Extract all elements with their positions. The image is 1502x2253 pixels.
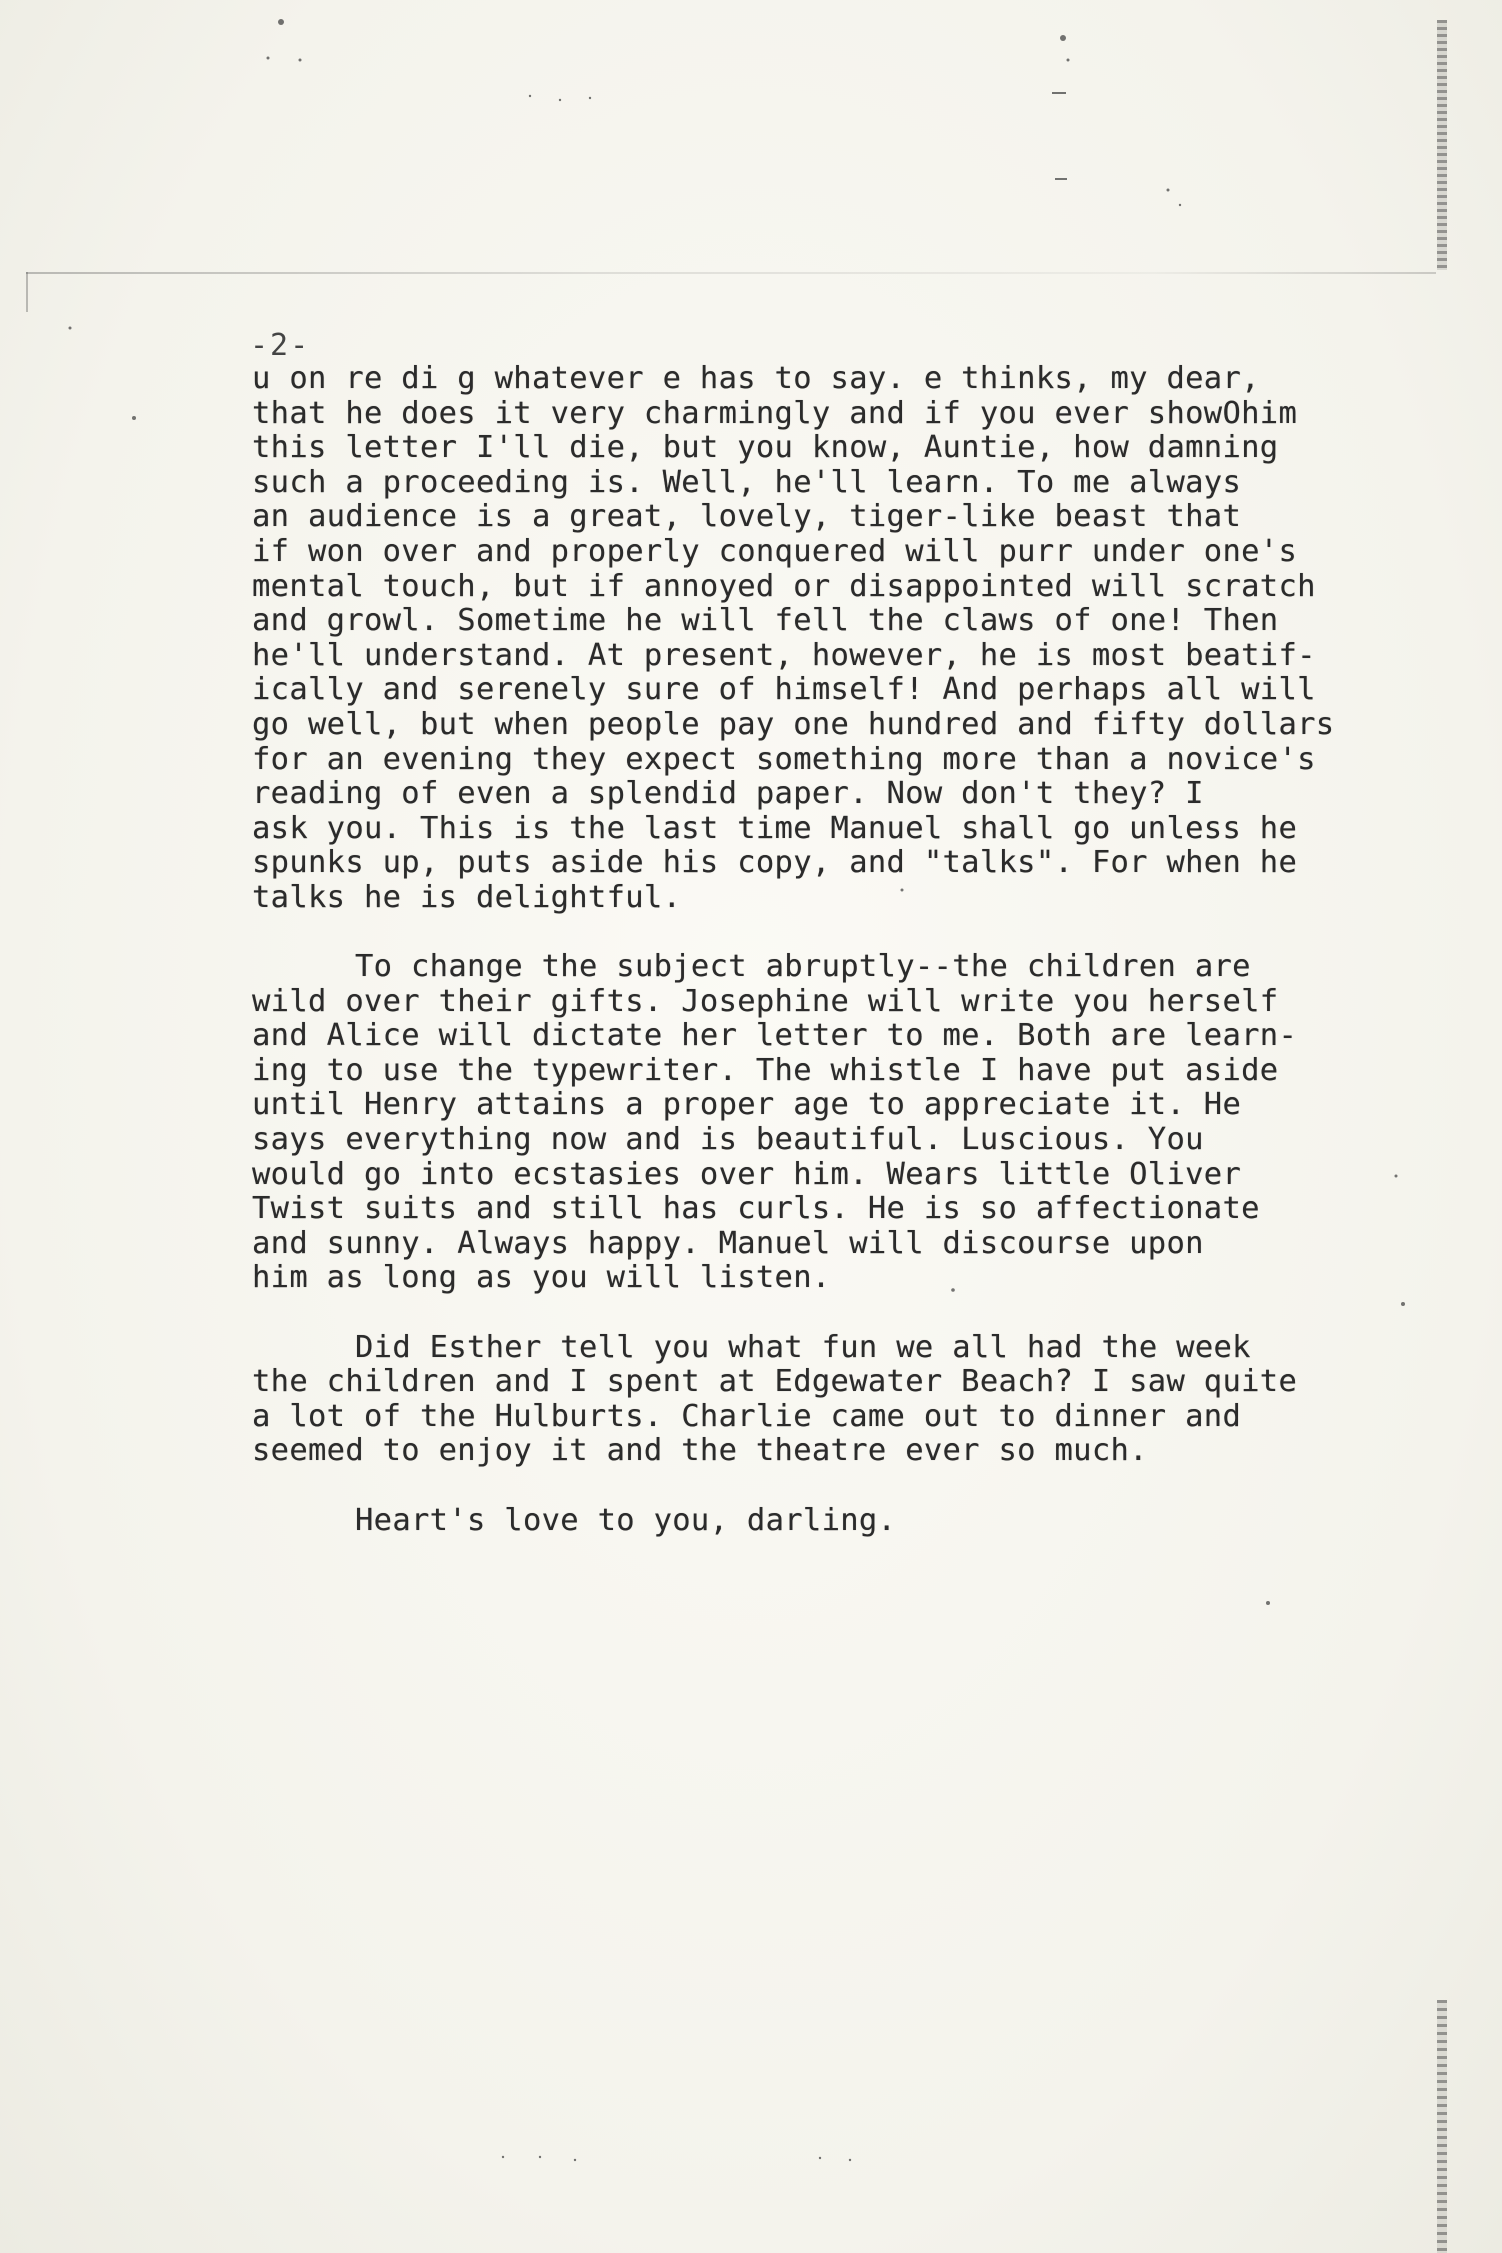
paragraph-1-line-10: ically and serenely sure of himself! And perhaps all will bbox=[252, 672, 1316, 708]
paragraph-2-line-10: him as long as you will listen. bbox=[252, 1260, 831, 1296]
paragraph-1-line-7: mental touch, but if annoyed or disappointed will scratch bbox=[252, 568, 1316, 604]
paragraph-2-line-5: until Henry attains a proper age to appreciate it. He bbox=[252, 1087, 1242, 1123]
paragraph-1-line-12: for an evening they expect something more than a novice's bbox=[252, 741, 1316, 777]
paragraph-3-line-1: Did Esther tell you what fun we all had the week bbox=[355, 1329, 1251, 1365]
paragraph-1-line-11: go well, but when people pay one hundred and fifty dollars bbox=[252, 706, 1335, 742]
paragraph-1-line-16: talks he is delightful. bbox=[252, 879, 682, 915]
closing-line: Heart's love to you, darling. bbox=[355, 1502, 897, 1538]
paragraph-1-line-9: he'll understand. At present, however, he is most beatif- bbox=[252, 637, 1316, 673]
paragraph-3-line-3: a lot of the Hulburts. Charlie came out to dinner and bbox=[252, 1398, 1242, 1434]
paragraph-3-line-2: the children and I spent at Edgewater Beach? I saw quite bbox=[252, 1364, 1298, 1400]
paragraph-gap bbox=[252, 916, 1432, 951]
paragraph-gap bbox=[252, 1296, 1432, 1331]
paragraph-2-line-1: To change the subject abruptly--the children are bbox=[355, 949, 1251, 985]
paragraph-2-line-6: says everything now and is beautiful. Luscious. You bbox=[252, 1122, 1204, 1158]
paragraph-1-line-15: spunks up, puts aside his copy, and "talks". For when he bbox=[252, 845, 1298, 881]
paragraph-3-line-4: seemed to enjoy it and the theatre ever so much. bbox=[252, 1433, 1148, 1469]
paragraph-1-line-14: ask you. This is the last time Manuel shall go unless he bbox=[252, 810, 1298, 846]
page-number: -2- bbox=[250, 328, 311, 363]
paragraph-1-line-13: reading of even a splendid paper. Now don't they? I bbox=[252, 776, 1204, 812]
paragraph-1-line-3: this letter I'll die, but you know, Auntie, how damning bbox=[252, 430, 1279, 466]
paragraph-2-line-3: and Alice will dictate her letter to me. Both are learn- bbox=[252, 1018, 1298, 1054]
letter-body bbox=[252, 362, 1432, 1538]
paragraph-2-line-7: would go into ecstasies over him. Wears little Oliver bbox=[252, 1156, 1242, 1192]
paragraph-1-line-5: an audience is a great, lovely, tiger-like beast that bbox=[252, 499, 1242, 535]
paragraph-1-line-2: that he does it very charmingly and if you ever showOhim bbox=[252, 395, 1298, 431]
paragraph-2-line-2: wild over their gifts. Josephine will write you herself bbox=[252, 983, 1279, 1019]
paragraph-1-line-1: u on re di g whatever e has to say. e thinks, my dear, bbox=[252, 361, 1260, 396]
paragraph-1-line-4: such a proceeding is. Well, he'll learn. To me always bbox=[252, 464, 1242, 500]
paragraph-1-line-8: and growl. Sometime he will fell the claws of one! Then bbox=[252, 603, 1279, 639]
paragraph-2-line-4: ing to use the typewriter. The whistle I have put aside bbox=[252, 1052, 1279, 1088]
paragraph-1-line-6: if won over and properly conquered will purr under one's bbox=[252, 533, 1298, 569]
paragraph-2-line-8: Twist suits and still has curls. He is so affectionate bbox=[252, 1191, 1260, 1227]
paragraph-gap bbox=[252, 1469, 1432, 1504]
paragraph-2-line-9: and sunny. Always happy. Manuel will discourse upon bbox=[252, 1225, 1204, 1261]
